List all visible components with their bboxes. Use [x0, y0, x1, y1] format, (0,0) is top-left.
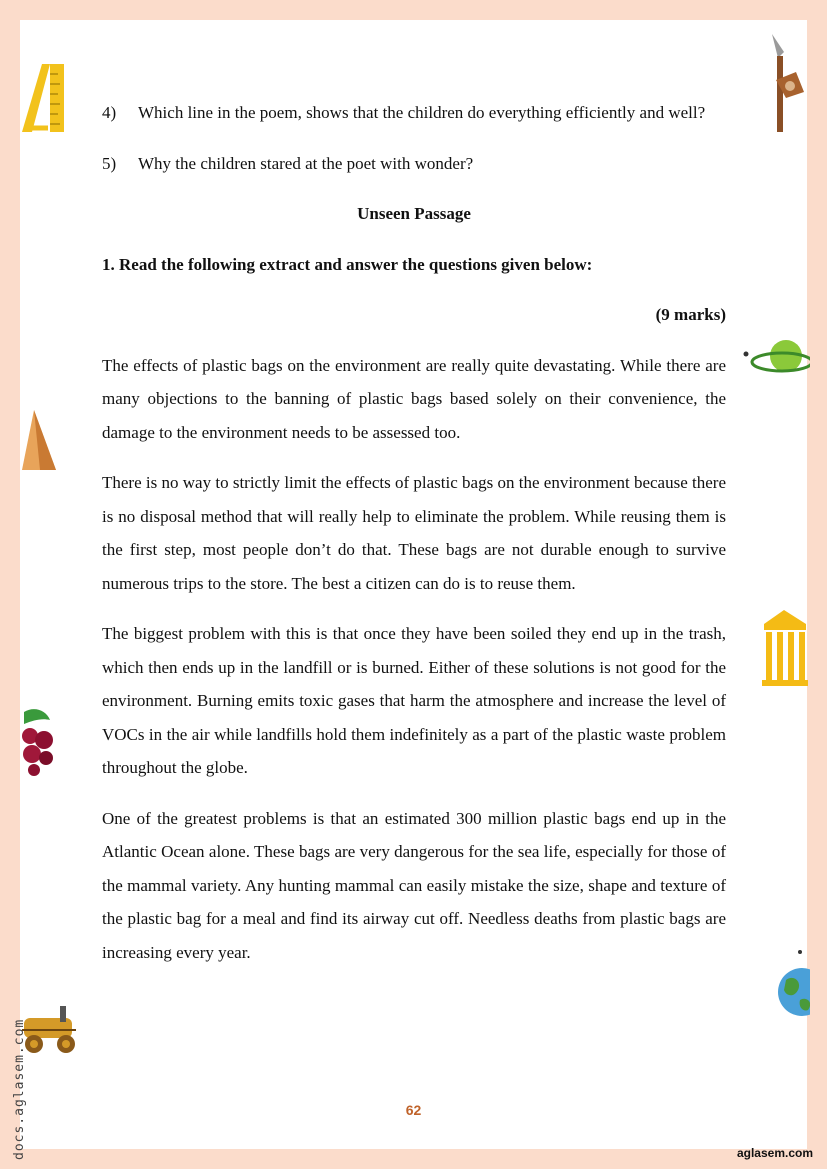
question-item	[102, 96, 726, 130]
question-number: 4)	[102, 103, 117, 122]
instruction-text: 1. Read the following extract and answer the questions given below:	[102, 254, 593, 274]
page-number: 62	[405, 1102, 422, 1118]
question-text: Why the children stared at the poet with wonder?	[138, 153, 474, 173]
marks-label: (9 marks)	[655, 305, 726, 324]
brand-footer: aglasem.com	[736, 1146, 813, 1160]
spear-icon	[766, 32, 810, 136]
document-body	[102, 96, 726, 986]
cannon-icon	[20, 1002, 84, 1056]
grapes-icon	[20, 706, 60, 778]
section-heading: Unseen Passage	[357, 204, 471, 223]
question-item	[102, 147, 726, 181]
question-text: Which line in the poem, shows that the children do everything efficiently and well?	[138, 103, 706, 122]
ruler-icon	[20, 60, 66, 134]
pyramid-icon	[20, 408, 60, 472]
passage-paragraph: The biggest problem with this is that once they have been soiled they end up in the trash, which then ends up in the landfill or is burned. Either of these solutions is not good for the environment. Burning emits toxic gases that harm the atmosphere and increase the level of VOCs in the air while landfills hold them indefinitely as a part of the plastic waste problem throughout the globe.	[102, 624, 726, 777]
temple-icon	[760, 606, 808, 688]
passage-paragraph: The effects of plastic bags on the environment are really quite devastating. While there are many objections to the banning of plastic bags based solely on their convenience, the damage to the environment needs to be assessed too.	[102, 355, 726, 442]
passage-paragraph: There is no way to strictly limit the effects of plastic bags on the environment because there is no disposal method that will really help to eliminate the problem. While reusing them is the first step, most people don’t do that. These bags are not durable enough to survive numerous trips to the store. The best a citizen can do is to reuse them.	[102, 473, 726, 593]
question-number: 5)	[102, 153, 117, 173]
passage-paragraph: One of the greatest problems is that an estimated 300 million plastic bags end up in the Atlantic Ocean alone. These bags are very dangerous for the sea life, especially for those of the mammal variety. Any hunting mammal can easily mistake the size, shape and texture of the plastic bag for a meal and find its airway cut off. Needless deaths from plastic bags are increasing every year.	[102, 808, 726, 962]
side-watermark: docs.aglasem.com	[12, 1018, 27, 1160]
planet-icon	[738, 334, 810, 384]
globe-icon	[776, 946, 810, 1020]
